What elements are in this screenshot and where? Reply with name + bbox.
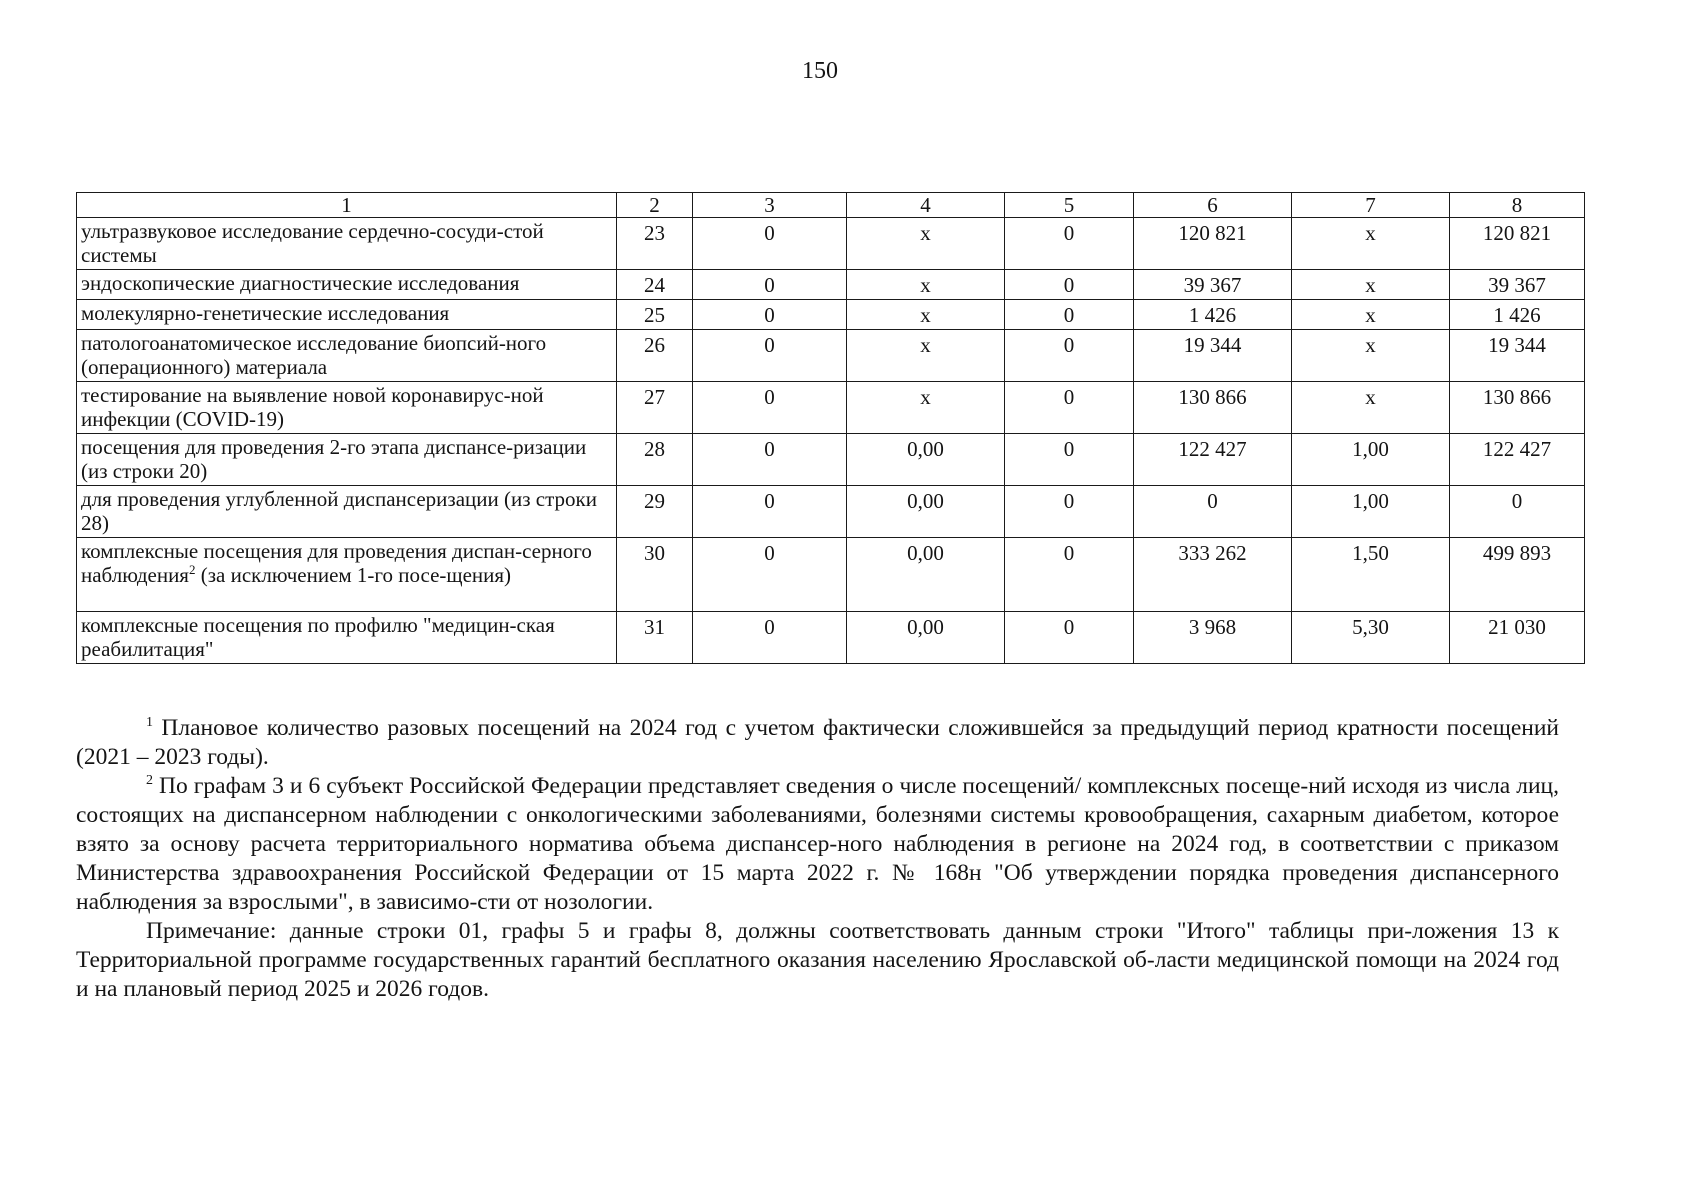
table-row xyxy=(77,486,1585,538)
table-cell: 0,00 xyxy=(847,538,1005,612)
row-name: комплексные посещения по профилю "медицин-ская реабилитация" xyxy=(81,613,555,661)
table-cell: 122 427 xyxy=(1134,434,1292,486)
table-body xyxy=(77,193,1585,664)
note-paragraph: Примечание: данные строки 01, графы 5 и графы 8, должны соответствовать данным строки "Итого" таблицы при-ложения 13 к Территориальной программе государственных гарантий бесплатного оказания населению Ярославской об-ласти медицинской помощи на 2024 год и на плановый период 2025 и 2026 годов. xyxy=(76,918,1559,1002)
row-name-cell xyxy=(77,486,617,538)
row-name: тестирование на выявление новой коронавирус-ной инфекции (COVID-19) xyxy=(81,383,544,431)
table-cell: 0 xyxy=(693,486,847,538)
row-name: для проведения углубленной диспансеризации (из строки 28) xyxy=(81,487,597,535)
row-name-cell xyxy=(77,612,617,664)
table-cell: х xyxy=(847,330,1005,382)
table-cell: 0 xyxy=(693,382,847,434)
row-name-cell xyxy=(77,218,617,270)
row-name: патологоанатомическое исследование биопсий-ного (операционного) материала xyxy=(81,331,547,379)
table-row xyxy=(77,218,1585,270)
table-cell: 0 xyxy=(1005,434,1134,486)
row-name: ультразвуковое исследование сердечно-сосуди-стой системы xyxy=(81,219,544,267)
table-cell: 0 xyxy=(693,434,847,486)
table-row xyxy=(77,382,1585,434)
table-cell: 130 866 xyxy=(1134,382,1292,434)
table-cell: 333 262 xyxy=(1134,538,1292,612)
column-number: 3 xyxy=(693,193,847,218)
table-cell: 27 xyxy=(617,382,693,434)
table-cell: 0 xyxy=(1005,300,1134,330)
footnote-mark: 1 xyxy=(146,715,153,730)
footnote-ref: 2 xyxy=(188,562,196,577)
table-cell: х xyxy=(1292,218,1450,270)
table-row xyxy=(77,434,1585,486)
footnote-mark: 2 xyxy=(146,773,153,788)
table-cell: 122 427 xyxy=(1450,434,1585,486)
table-row xyxy=(77,270,1585,300)
table-cell: 0 xyxy=(1005,538,1134,612)
row-name-cell xyxy=(77,270,617,300)
table-cell: 0 xyxy=(1450,486,1585,538)
row-name: посещения для проведения 2-го этапа диспансе-ризации (из строки 20) xyxy=(81,435,587,483)
row-name: эндоскопические диагностические исследования xyxy=(81,271,520,295)
table-cell: 0,00 xyxy=(847,434,1005,486)
column-number: 5 xyxy=(1005,193,1134,218)
row-name-cell xyxy=(77,434,617,486)
row-name-cell xyxy=(77,330,617,382)
table-cell: 0 xyxy=(693,612,847,664)
table-cell: 0,00 xyxy=(847,612,1005,664)
table-cell: 30 xyxy=(617,538,693,612)
table-cell: 21 030 xyxy=(1450,612,1585,664)
row-name-cell xyxy=(77,382,617,434)
column-number-row xyxy=(77,193,1585,218)
footnote-text: По графам 3 и 6 субъект Российской Федерации представляет сведения о числе посещений/ комплексных посеще-ний исходя из числа лиц, состоящих на диспансерном наблюдении с онкологическими заболеваниями, болезнями системы кровообращения, сахарным диабетом, которое взято за основу расчета территориального норматива объема диспансер-ного наблюдения в регионе на 2024 год, в соответствии с приказом Министерства здравоохранения Российской Федерации от 15 марта 2022 г. № 168н "Об утверждении порядка проведения диспансерного наблюдения за взрослыми", в зависимо-сти от нозологии. xyxy=(76,773,1559,915)
table-row xyxy=(77,538,1585,612)
table-cell: 0 xyxy=(1005,612,1134,664)
table-cell: 0 xyxy=(1005,270,1134,300)
column-number: 4 xyxy=(847,193,1005,218)
table-cell: 1,00 xyxy=(1292,486,1450,538)
table-cell: 3 968 xyxy=(1134,612,1292,664)
column-number: 1 xyxy=(77,193,617,218)
column-number: 7 xyxy=(1292,193,1450,218)
row-name-continued: (за исключением 1-го посе-щения) xyxy=(195,563,512,587)
table-cell: 26 xyxy=(617,330,693,382)
footnote-1 xyxy=(76,714,1559,772)
table-cell: 0 xyxy=(1005,330,1134,382)
table-cell: 120 821 xyxy=(1134,218,1292,270)
data-table xyxy=(76,192,1585,664)
table-cell: 28 xyxy=(617,434,693,486)
table-cell: 0 xyxy=(1005,382,1134,434)
table-cell: 0 xyxy=(1134,486,1292,538)
table-cell: 25 xyxy=(617,300,693,330)
table-cell: 0 xyxy=(693,330,847,382)
table-cell: 39 367 xyxy=(1134,270,1292,300)
table-row xyxy=(77,612,1585,664)
table-cell: 0 xyxy=(693,538,847,612)
row-name-cell xyxy=(77,300,617,330)
row-name: молекулярно-генетические исследования xyxy=(81,301,450,325)
table-cell: 1,00 xyxy=(1292,434,1450,486)
column-number: 8 xyxy=(1450,193,1585,218)
table-cell: х xyxy=(1292,300,1450,330)
table-row xyxy=(77,300,1585,330)
table-row xyxy=(77,330,1585,382)
table-cell: х xyxy=(1292,270,1450,300)
table-cell: 24 xyxy=(617,270,693,300)
footnotes-section xyxy=(76,714,1559,1004)
page-number: 150 xyxy=(802,58,838,84)
table-cell: 1,50 xyxy=(1292,538,1450,612)
table-cell: 130 866 xyxy=(1450,382,1585,434)
row-name-cell xyxy=(77,538,617,612)
table-cell: 19 344 xyxy=(1450,330,1585,382)
table-cell: 29 xyxy=(617,486,693,538)
table-cell: 0 xyxy=(693,270,847,300)
column-number: 6 xyxy=(1134,193,1292,218)
table-cell: х xyxy=(1292,382,1450,434)
table-cell: 23 xyxy=(617,218,693,270)
table-cell: 0 xyxy=(693,218,847,270)
table-cell: 31 xyxy=(617,612,693,664)
table-cell: 499 893 xyxy=(1450,538,1585,612)
table-cell: 0 xyxy=(1005,486,1134,538)
row-name: комплексные посещения для проведения диспан-серного наблюдения xyxy=(81,539,592,587)
table-cell: 0 xyxy=(1005,218,1134,270)
table-cell: 1 426 xyxy=(1134,300,1292,330)
table-cell: 39 367 xyxy=(1450,270,1585,300)
table-cell: 120 821 xyxy=(1450,218,1585,270)
table-cell: 5,30 xyxy=(1292,612,1450,664)
table-cell: х xyxy=(847,218,1005,270)
table-cell: х xyxy=(847,270,1005,300)
table-cell: х xyxy=(1292,330,1450,382)
table-cell: х xyxy=(847,300,1005,330)
table-cell: 1 426 xyxy=(1450,300,1585,330)
column-number: 2 xyxy=(617,193,693,218)
table-cell: х xyxy=(847,382,1005,434)
footnote-2 xyxy=(76,772,1559,917)
table-cell: 19 344 xyxy=(1134,330,1292,382)
table-cell: 0,00 xyxy=(847,486,1005,538)
table-cell: 0 xyxy=(693,300,847,330)
footnote-text: Плановое количество разовых посещений на 2024 год с учетом фактически сложившейся за предыдущий период кратности посещений (2021 – 2023 годы). xyxy=(76,715,1559,770)
